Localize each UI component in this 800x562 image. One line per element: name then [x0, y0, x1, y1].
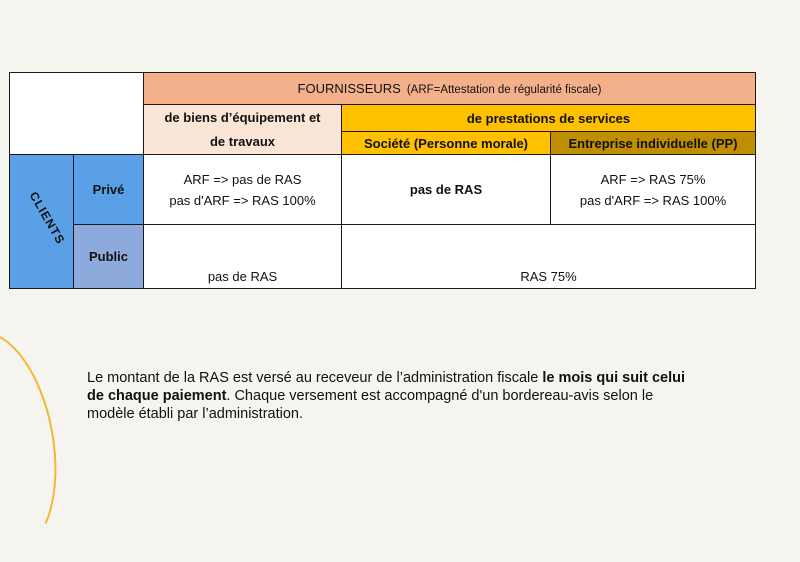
prive-pp-cell — [551, 155, 756, 225]
note-bold-text: le mois qui suit celui de chaque paiement — [87, 370, 685, 404]
prive-equipement-no-arf: pas d'ARF => RAS 100% — [169, 192, 316, 208]
fournisseurs-title: FOURNISSEURS — [297, 81, 401, 96]
ras-table — [9, 72, 756, 289]
prive-equipement-cell — [144, 155, 342, 225]
prive-label: Privé — [74, 155, 144, 225]
equipement-header — [144, 105, 342, 155]
prestations-header: de prestations de services — [342, 105, 756, 132]
fournisseurs-header — [144, 73, 756, 105]
public-prestations-cell: RAS 75% — [342, 225, 756, 289]
decorative-arc — [0, 322, 73, 562]
societe-header: Société (Personne morale) — [342, 132, 551, 155]
ras-note — [87, 369, 687, 423]
prive-societe-cell: pas de RAS — [342, 155, 551, 225]
public-equipement-cell: pas de RAS — [144, 225, 342, 289]
prive-equipement-arf: ARF => pas de RAS — [183, 171, 302, 187]
note-text-1: Le montant de la RAS est versé au receveur de l’administration fiscale — [87, 370, 543, 386]
prive-pp-no-arf: pas d'ARF => RAS 100% — [579, 192, 727, 208]
public-label: Public — [74, 225, 144, 289]
equipement-line2: de travaux — [209, 133, 276, 149]
fournisseurs-note: (ARF=Attestation de régularité fiscale) — [406, 84, 602, 96]
entreprise-header: Entreprise individuelle (PP) — [551, 132, 756, 155]
note-text-2: . Chaque versement est accompagné d'un bordereau-avis selon le modèle établi par l’administration. — [87, 388, 654, 422]
empty-corner-cell — [10, 73, 144, 155]
equipement-line1: de biens d’équipement et — [164, 109, 321, 125]
prive-pp-arf: ARF => RAS 75% — [600, 171, 706, 187]
clients-cell — [10, 155, 74, 289]
clients-label: CLIENTS — [26, 189, 68, 247]
